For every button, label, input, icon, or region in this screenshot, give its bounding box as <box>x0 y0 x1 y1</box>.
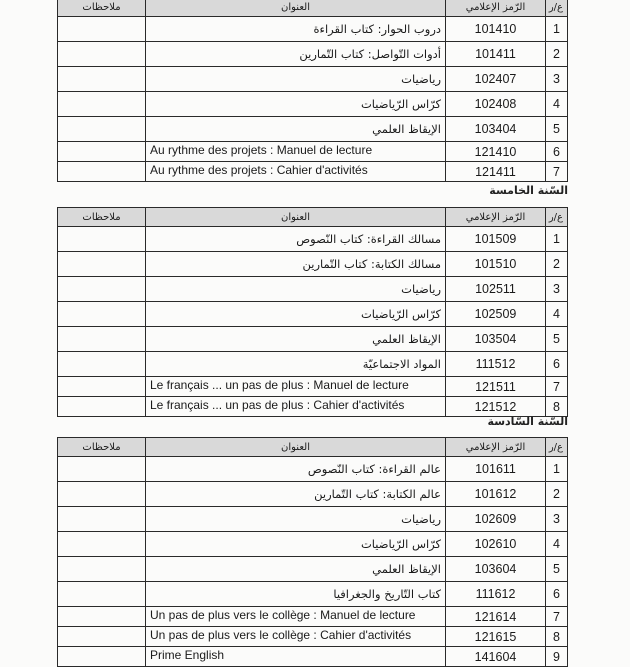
row-code: 111612 <box>446 582 546 607</box>
row-notes <box>58 227 146 252</box>
table-row <box>58 457 568 482</box>
row-number: 2 <box>546 42 568 67</box>
row-title: الإيقاظ العلمي <box>146 117 446 142</box>
row-title: Le français ... un pas de plus : Manuel de lecture <box>146 377 446 397</box>
row-number: 4 <box>546 532 568 557</box>
row-code: 121615 <box>446 627 546 647</box>
row-code: 101510 <box>446 252 546 277</box>
table-row <box>58 627 568 647</box>
row-number: 7 <box>546 162 568 182</box>
row-title: مسالك القراءة: كتاب النّصوص <box>146 227 446 252</box>
table-row <box>58 67 568 92</box>
row-number: 1 <box>546 457 568 482</box>
row-code: 121512 <box>446 397 546 417</box>
row-title: Le français ... un pas de plus : Cahier d'activités <box>146 397 446 417</box>
row-notes <box>58 142 146 162</box>
table-row <box>58 377 568 397</box>
row-code: 102610 <box>446 532 546 557</box>
header-code: الرّمز الإعلامي <box>446 0 546 17</box>
row-notes <box>58 67 146 92</box>
textbook-table-grade-6 <box>57 437 568 667</box>
row-number: 3 <box>546 507 568 532</box>
row-notes <box>58 397 146 417</box>
row-notes <box>58 377 146 397</box>
section-heading-grade-6: السّنة السّادسة <box>487 415 568 428</box>
table-header-row <box>58 0 568 17</box>
row-code: 103404 <box>446 117 546 142</box>
row-number: 2 <box>546 252 568 277</box>
header-number: ع/ر <box>546 438 568 457</box>
row-title: الإيقاظ العلمي <box>146 557 446 582</box>
header-number: ع/ر <box>546 0 568 17</box>
row-number: 4 <box>546 302 568 327</box>
row-code: 121614 <box>446 607 546 627</box>
row-title: الإيقاظ العلمي <box>146 327 446 352</box>
row-notes <box>58 607 146 627</box>
row-notes <box>58 582 146 607</box>
header-title: العنوان <box>146 438 446 457</box>
row-number: 1 <box>546 17 568 42</box>
row-notes <box>58 42 146 67</box>
row-number: 8 <box>546 397 568 417</box>
row-title: كتاب التّاريخ والجغرافيا <box>146 582 446 607</box>
row-code: 102511 <box>446 277 546 302</box>
row-title: دروب الحوار: كتاب القراءة <box>146 17 446 42</box>
row-notes <box>58 457 146 482</box>
row-number: 6 <box>546 142 568 162</box>
table-row <box>58 17 568 42</box>
row-notes <box>58 532 146 557</box>
row-number: 3 <box>546 277 568 302</box>
table-row <box>58 117 568 142</box>
header-code: الرّمز الإعلامي <box>446 438 546 457</box>
row-title: كرّاس الرّياضيات <box>146 532 446 557</box>
row-code: 141604 <box>446 647 546 667</box>
textbook-table-grade-5 <box>57 207 568 417</box>
table-row <box>58 532 568 557</box>
row-number: 6 <box>546 352 568 377</box>
header-code: الرّمز الإعلامي <box>446 208 546 227</box>
row-notes <box>58 352 146 377</box>
row-title: مسالك الكتابة: كتاب التّمارين <box>146 252 446 277</box>
table-row <box>58 397 568 417</box>
row-title: رياضيات <box>146 277 446 302</box>
table-row <box>58 142 568 162</box>
table-row <box>58 227 568 252</box>
row-code: 121511 <box>446 377 546 397</box>
row-notes <box>58 117 146 142</box>
row-notes <box>58 627 146 647</box>
row-notes <box>58 647 146 667</box>
table-row <box>58 507 568 532</box>
row-notes <box>58 252 146 277</box>
row-number: 5 <box>546 117 568 142</box>
table-row <box>58 277 568 302</box>
row-number: 2 <box>546 482 568 507</box>
row-code: 102408 <box>446 92 546 117</box>
header-notes: ملاحظات <box>58 0 146 17</box>
row-title: Un pas de plus vers le collège : Cahier d'activités <box>146 627 446 647</box>
table-row <box>58 607 568 627</box>
table-row <box>58 42 568 67</box>
section-heading-grade-5: السّنة الخامسة <box>489 184 568 197</box>
row-code: 101509 <box>446 227 546 252</box>
row-number: 8 <box>546 627 568 647</box>
row-number: 6 <box>546 582 568 607</box>
row-code: 121411 <box>446 162 546 182</box>
row-notes <box>58 302 146 327</box>
row-notes <box>58 92 146 117</box>
row-code: 111512 <box>446 352 546 377</box>
row-notes <box>58 557 146 582</box>
header-notes: ملاحظات <box>58 208 146 227</box>
row-notes <box>58 482 146 507</box>
row-number: 7 <box>546 607 568 627</box>
row-title: عالم القراءة: كتاب النّصوص <box>146 457 446 482</box>
textbook-table-grade-4 <box>57 0 568 182</box>
row-title: رياضيات <box>146 67 446 92</box>
row-title: أدوات التّواصل: كتاب التّمارين <box>146 42 446 67</box>
row-code: 101611 <box>446 457 546 482</box>
table-row <box>58 302 568 327</box>
table-row <box>58 647 568 667</box>
row-title: رياضيات <box>146 507 446 532</box>
row-code: 103604 <box>446 557 546 582</box>
header-notes: ملاحظات <box>58 438 146 457</box>
row-code: 102407 <box>446 67 546 92</box>
table-row <box>58 92 568 117</box>
table-row <box>58 327 568 352</box>
row-title: Au rythme des projets : Cahier d'activités <box>146 162 446 182</box>
header-number: ع/ر <box>546 208 568 227</box>
row-number: 5 <box>546 557 568 582</box>
row-notes <box>58 507 146 532</box>
table-row <box>58 352 568 377</box>
row-title: كرّاس الرّياضيات <box>146 302 446 327</box>
row-number: 4 <box>546 92 568 117</box>
table-row <box>58 482 568 507</box>
row-title: المواد الاجتماعيّة <box>146 352 446 377</box>
row-notes <box>58 17 146 42</box>
table-row <box>58 582 568 607</box>
row-code: 102609 <box>446 507 546 532</box>
row-title: Au rythme des projets : Manuel de lecture <box>146 142 446 162</box>
table-header-row <box>58 208 568 227</box>
table-row <box>58 162 568 182</box>
header-title: العنوان <box>146 208 446 227</box>
row-code: 103504 <box>446 327 546 352</box>
row-code: 101410 <box>446 17 546 42</box>
row-code: 101612 <box>446 482 546 507</box>
table-header-row <box>58 438 568 457</box>
table-row <box>58 252 568 277</box>
row-number: 9 <box>546 647 568 667</box>
table-row <box>58 557 568 582</box>
row-code: 101411 <box>446 42 546 67</box>
row-number: 7 <box>546 377 568 397</box>
row-title: Prime English <box>146 647 446 667</box>
row-title: عالم الكتابة: كتاب التّمارين <box>146 482 446 507</box>
row-notes <box>58 327 146 352</box>
row-notes <box>58 277 146 302</box>
row-number: 1 <box>546 227 568 252</box>
row-code: 102509 <box>446 302 546 327</box>
row-notes <box>58 162 146 182</box>
row-code: 121410 <box>446 142 546 162</box>
row-title: كرّاس الرّياضيات <box>146 92 446 117</box>
row-title: Un pas de plus vers le collège : Manuel de lecture <box>146 607 446 627</box>
row-number: 5 <box>546 327 568 352</box>
row-number: 3 <box>546 67 568 92</box>
header-title: العنوان <box>146 0 446 17</box>
